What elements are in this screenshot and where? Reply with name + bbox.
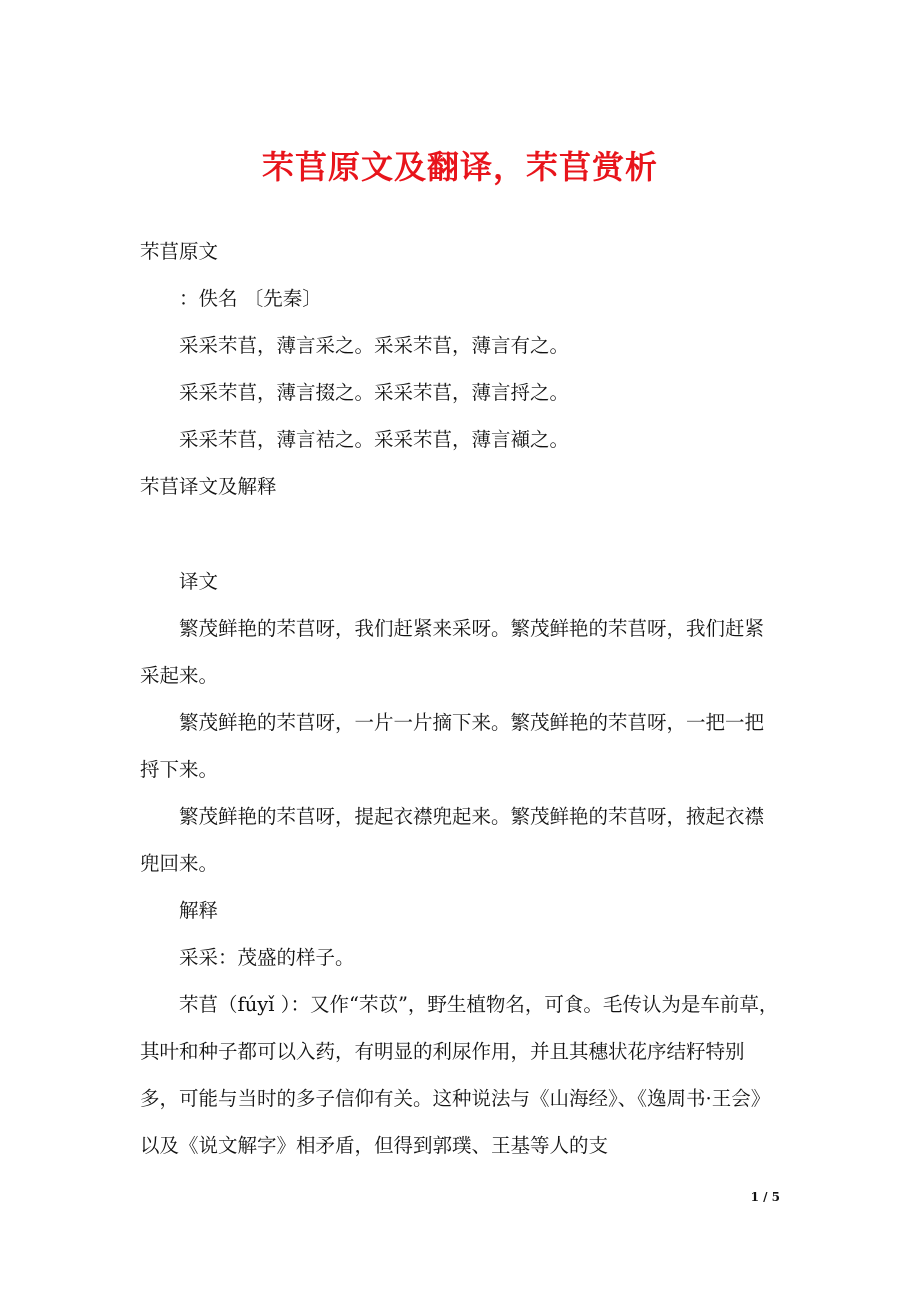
translation-paragraph: 繁茂鲜艳的芣苢呀，一片一片摘下来。繁茂鲜艳的芣苢呀，一把一把捋下来。 <box>140 711 765 781</box>
note-paragraph: 芣苢（fúyǐ ）：又作“芣苡”，野生植物名，可食。毛传认为是车前草，其叶和种子都可以入药，有明显的利尿作用，并且其穗状花序结籽特别多，可能与当时的多子信仰有关。这种说法与《山海经》、《逸周书·王会》以及《说文解字》相矛盾，但得到郭璞、王基等人的支 <box>140 993 779 1157</box>
translation-paragraph: 繁茂鲜艳的芣苢呀，我们赶紧来采呀。繁茂鲜艳的芣苢呀，我们赶紧采起来。 <box>140 617 765 687</box>
document-body <box>140 228 782 1169</box>
note-paragraph: 采采：茂盛的样子。 <box>179 946 355 969</box>
poem-line: 采采芣苢，薄言采之。采采芣苢，薄言有之。 <box>179 334 570 357</box>
translation-paragraph: 繁茂鲜艳的芣苢呀，提起衣襟兜起来。繁茂鲜艳的芣苢呀，掖起衣襟兜回来。 <box>140 805 765 875</box>
poem-line: 采采芣苢，薄言掇之。采采芣苢，薄言捋之。 <box>179 381 570 404</box>
jieshi-label: 解释 <box>179 899 219 922</box>
original-heading: 芣苢原文 <box>140 240 219 263</box>
page-title: 芣苢原文及翻译，芣苢赏析 <box>261 148 658 186</box>
poem-line: 采采芣苢，薄言袺之。采采芣苢，薄言襭之。 <box>179 428 570 451</box>
translation-heading: 芣苢译文及解释 <box>140 475 277 498</box>
page-number: 1 / 5 <box>750 1190 780 1204</box>
author-line: ：佚名 〔先秦〕 <box>179 287 322 310</box>
yiwen-label: 译文 <box>179 570 219 593</box>
blank-line <box>140 510 782 558</box>
